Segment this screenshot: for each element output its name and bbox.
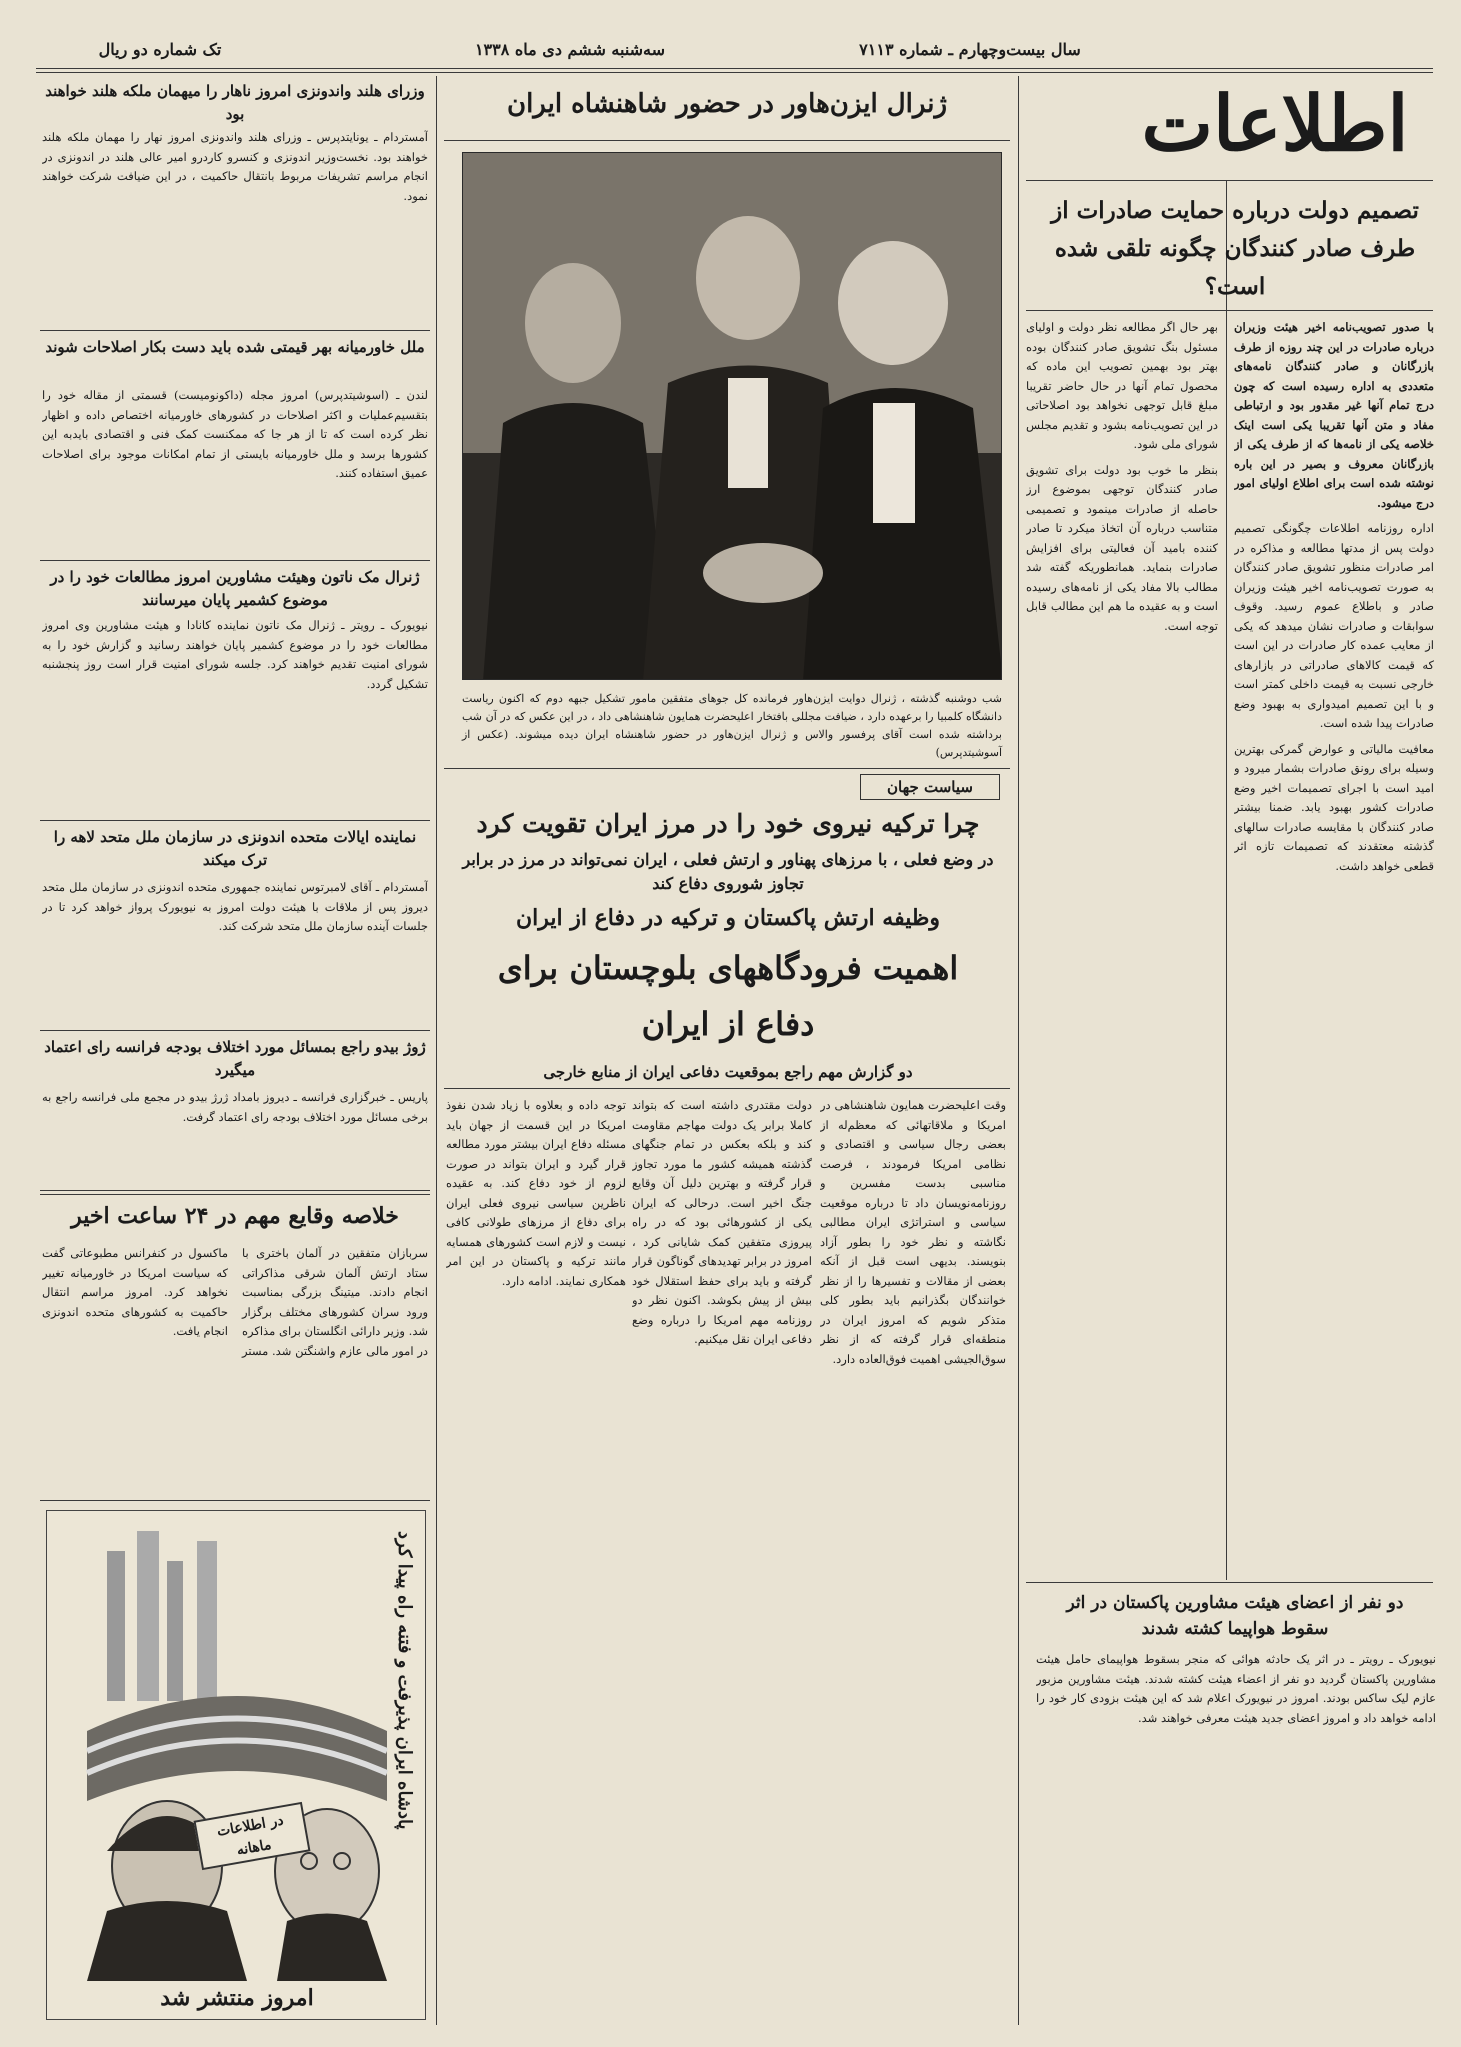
right-headline: تصمیم دولت درباره حمایت صادرات از طرف صادر کنندگان چگونه تلقی شده است؟ — [1051, 197, 1419, 300]
ad-illustration — [47, 1511, 426, 2020]
divider-2 — [1018, 76, 1019, 2025]
left-b1: آمستردام ـ یونایتدپرس ـ وزرای هلند واندونزی امروز نهار را مهمان ملکه هلند خواهند بود. نخست‌وزیر اندونزی و کنسرو کاردرو امیر عالی هلند در اندونزی در انجام مراسم تشریفات مربوط بانتقال حاکمیت ، در این ضیافت شرکت خواهند نمود. — [42, 130, 428, 203]
left-h5: ژوژ بیدو راجع بمسائل مورد اختلاف بودجه فرانسه رای اعتماد میگیرد — [44, 1038, 426, 1079]
left-h1: وزرای هلند واندونزی امروز ناهار را میهمان ملکه هلند خواهند بود — [45, 82, 425, 123]
masthead-logo: اطلاعات — [1141, 79, 1409, 168]
center-h3: وظیفه ارتش پاکستان و ترکیه در دفاع از ایران — [515, 905, 941, 931]
left-box-head: خلاصه وقایع مهم در ۲۴ ساعت اخیر — [71, 1203, 399, 1229]
logo-rule — [1026, 180, 1433, 181]
left-b2: لندن ـ (اسوشیتدپرس) امروز مجله (داکونومیست) قسمتی از مقاله خود را بتقسیم‌عملیات و اکثر اصلاحات در کشورهای خاورمیانه اختصاص داده و اظهار نظر کرده است که تا از هر جا که ممکنست کمک فنی و اقتصادی بایدبه این کشورها برسد و ملل خاورمیانه بایستی از تمام امکانات موجود برای اصلاحات عمیق استفاده کنند. — [42, 388, 428, 480]
right-body-5: معافیت مالیاتی و عوارض گمرکی بهترین وسیله برای رونق صادرات بشمار میرود و امید است با اجرای تصمیمات اخیر وضع صادرات کشور بهبود یابد. ضمنا بیشتر صادر کنندگان با مقایسه صادرات سالهای گذشته معتقدند که تصمیمات تازه اثر قطعی خواهد داشت. — [1234, 741, 1434, 873]
right-body-4: بنظر ما خوب بود دولت برای تشویق صادر کنندگان توجهی بموضوع ارز حاصله از صادرات مینمود و تصمیمی متناسب درباره آن اتخاذ میکرد تا صادر کننده بامید آن فعالیتی برای افزایش صادرات بنماید. همانطوریکه گفته شد مطالب بالا مفاد یکی از نامه‌های رسیده است و به عقیده ما هم این مطالب قابل توجه است. — [1026, 462, 1218, 633]
eisenhower-photo — [462, 152, 1002, 680]
photo-figures — [463, 153, 1002, 680]
left-h3: ژنرال مک ناتون وهیئت مشاورین امروز مطالعات خود را در موضوع کشمیر پایان میرسانند — [50, 568, 420, 609]
section-label: سیاست جهان — [860, 774, 1000, 800]
right-body-col2 — [1026, 318, 1218, 1578]
right-subhead: دو نفر از اعضای هیئت مشاورین پاکستان در اثر سقوط هواپیما کشته شدند — [1066, 1593, 1404, 1639]
left-box-rule — [40, 1190, 430, 1195]
center-h4: اهمیت فرودگاههای بلوچستان برای دفاع از ایران — [497, 949, 959, 1043]
left-box-body: سربازان متفقین در آلمان باختری با ستاد ارتش آلمان شرقی مذاکراتی انجام دادند. میتینگ بزرگی بمناسبت ورود سران کشورهای مختلف برگزار شد. وزیر دارائی انگلستان برای مذاکره در امور مالی عازم واشنگتن شد. مستر ماکسول در کنفرانس مطبوعاتی گفت که سیاست امریکا در خاورمیانه تغییر نخواهد کرد. امروز مراسم انتقال حاکمیت به کشورهای متحده اندونزی انجام یافت. — [42, 1246, 428, 1358]
caption-rule — [444, 768, 1010, 769]
right-body-1: با صدور تصویب‌نامه اخیر هیئت وزیران درباره صادرات در این چند روزه از طرف بازرگانان و صادر کنندگان نامه‌های متعددی به اداره رسیده است که چون درج تمام آنها غیر مقدور بود و ارتباطی مفاد و متن آنها تقریبا یکی است اینک خلاصه یکی از نامه‌ها که از طرف یکی از بازرگانان معروف و بصیر در این باره نوشته شده است برای اطلاع اولیای امور درج میشود. — [1234, 320, 1434, 510]
center-h2: در وضع فعلی ، با مرزهای پهناور و ارتش فعلی ، ایران نمی‌تواند در مرز در برابر تجاوز شوروی دفاع کند — [462, 850, 994, 893]
center-h5: دو گزارش مهم راجع بموقعیت دفاعی ایران از منابع خارجی — [543, 1063, 913, 1081]
ad-headline: پادشاه ایران پذیرفت و فتنه راه پیدا کرد — [394, 1531, 415, 1830]
right-headline-rule — [1026, 310, 1433, 311]
magazine-ad — [46, 1510, 426, 2020]
left-rule-3 — [40, 820, 430, 821]
left-rule-4 — [40, 1030, 430, 1031]
left-h2: ملل خاورمیانه بهر قیمتی شده باید دست بکار اصلاحات شوند — [45, 338, 425, 356]
center-body-c: توجه داده و بعلاوه با زیاد شدن نفوذ امریکا در این قسمت از جهان باید مسئله دفاع ایران بیشتر مورد مطالعه قرار گیرد و ایران بتواند در صورت لزوم از خود دفاع کند. به عقیده ناظرین سیاسی نیروی فعلی ایران برای دفاع از مرزهای طولانی کافی نیست و لازم است کشورهای همسایه مانند ترکیه و پاکستان در این امر همکاری نمایند. ادامه دارد. — [446, 1098, 626, 1288]
price-line: تک شماره دو ریال — [98, 40, 222, 59]
photo-headline: ژنرال ایزن‌هاور در حضور شاهنشاه ایران — [506, 89, 948, 119]
center-sub-rule — [444, 1088, 1010, 1089]
divider-3 — [1226, 180, 1227, 1580]
left-rule-1 — [40, 330, 430, 331]
left-h4: نماینده ایالات متحده اندونزی در سازمان ملل متحد لاهه را ترک میکند — [53, 828, 417, 869]
divider-1 — [436, 76, 437, 2025]
photo-headline-rule — [444, 140, 1010, 141]
top-rule — [36, 68, 1433, 73]
center-body-b: دولت مقتدری داشته است که بتواند کاملا برابر یک دولت مهاجم مقاومت کند و بلکه بعکس در تمام جنگهای گذشته همیشه کشور ما مورد تجاوز قرار گرفته و بهترین دلیل آن وقایع جنگ اخیر است. درحالی که ایران یکی از کشورهائی بود که در راه پیروزی متفقین کمک شایانی کرد ، امروز در برابر تهدیدهای گوناگون قرار گرفته و باید برای حفظ استقلال خود بیش از پیش بکوشد. اکنون نظر دو روزنامه مهم امریکا را درباره وضع دفاعی ایران نقل میکنیم. — [632, 1098, 812, 1346]
center-h1: چرا ترکیه نیروی خود را در مرز ایران تقویت کرد — [476, 809, 980, 838]
left-b5: پاریس ـ خبرگزاری فرانسه ـ دیروز بامداد ژرژ بیدو در مجمع ملی فرانسه راجع به برخی مسائل مورد اختلاف بودجه رای اعتماد گرفت. — [42, 1090, 428, 1124]
date-line: سه‌شنبه ششم دی ماه ۱۳۳۸ — [474, 40, 666, 59]
right-body-6: نیویورک ـ رویتر ـ در اثر یک حادثه هوائی که منجر بسقوط هواپیمای حامل هیئت مشاورین پاکستان گردید دو نفر از اعضاء هیئت کشته شدند. هیئت مشاورین مزبور عازم لیک ساکس بودند. امروز در نیویورک اعلام شد که این هیئت بزودی کار خود را ادامه خواهد داد و امروز اعضای جدید هیئت معرفی خواهند شد. — [1036, 1652, 1436, 1725]
right-body-col1 — [1234, 318, 1434, 1578]
right-lower-rule — [1026, 1582, 1433, 1583]
ad-footer: امروز منتشر شد — [160, 1985, 314, 2011]
center-body-a: وقت اعلیحضرت همایون شاهنشاهی در امریکا و ملاقاتهائی که معظم‌له از بعضی رجال سیاسی و اقتصادی و نظامی امریکا فرمودند ، فرصت مناسبی بدست مفسرین و روزنامه‌نویسان داد تا درباره موقعیت سیاسی و استراتژی ایران مطالبی نگاشته و نظر خود را بطور آزاد بنویسند. بدیهی است قبل از آنکه بعضی از مقالات و تفسیرها را از نظر خوانندگان بگذرانیم باید بطور کلی متذکر شویم که امروز ایران در منطقه‌ای قرار گرفته که از نظر سوق‌الجیشی اهمیت فوق‌العاده دارد. — [820, 1098, 1006, 1366]
right-body-3: بهر حال اگر مطالعه نظر دولت و اولیای مسئول بنگ تشویق صادر کنندگان بوده بهتر بود بهمین تصویب این ماده که محصول تمام آنها در حال حاضر تقریبا مبلغ قابل توجهی نخواهد بود اصلاحاتی در این تصویب‌نامه بشود و تقدیم مجلس شورای ملی شود. — [1026, 320, 1218, 451]
left-rule-2 — [40, 560, 430, 561]
left-b3: نیویورک ـ رویتر ـ ژنرال مک ناتون نماینده کانادا و هیئت مشاورین وی امروز مطالعات خود را در موضوع کشمیر پایان خواهند رسانید و گزارش خود را به شورای امنیت تقدیم خواهند کرد. جلسه شورای امنیت قرار است روز پنجشنبه تشکیل گردد. — [42, 618, 428, 691]
ad-badge: در اطلاعات ماهانه — [193, 1802, 310, 1870]
photo-caption: شب دوشنبه گذشته ، ژنرال دوایت ایزن‌هاور فرمانده کل جوهای متفقین مامور تشکیل جبهه دوم که اکنون ریاست دانشگاه کلمبیا را برعهده دارد ، ضیافت مجللی بافتخار اعلیحضرت همایون شاهنشاهی داد ، در این عکس که در آن شب برداشته شده است آقای پرفسور والاس و ژنرال ایزن‌هاور در حضور شاهنشاه ایران دیده میشوند. (عکس از آسوشیتدپرس) — [462, 692, 1002, 759]
left-ad-rule — [40, 1500, 430, 1501]
right-body-2: اداره روزنامه اطلاعات چگونگی تصمیم دولت پس از مدتها مطالعه و مذاکره در امر صادرات منظور تشویق صادر کنندگان به صورت تصویب‌نامه اخیر هیئت وزیران صادر و باطلاع عموم رسید. وقوف سوابقات و صادرات نشان میدهد که یکی از معایب عمده کار صادرات در این است که قیمت کالاهای صادراتی در بازارهای خارجی نسبت به قیمت داخلی کمتر است و با این تصمیم امیدواری به بهبود وضع صادرات پیدا شده است. — [1234, 521, 1434, 730]
issue-line: سال بیست‌وچهارم ـ شماره ۷۱۱۳ — [859, 40, 1081, 59]
left-b4: آمستردام ـ آقای لامبرتوس نماینده جمهوری متحده اندونزی در سازمان ملل متحد دیروز پس از ملاقات با هیئت دولت امروز به نیویورک پرواز خواهد کرد تا در جلسات آینده سازمان ملل متحد شرکت کند. — [42, 880, 428, 933]
